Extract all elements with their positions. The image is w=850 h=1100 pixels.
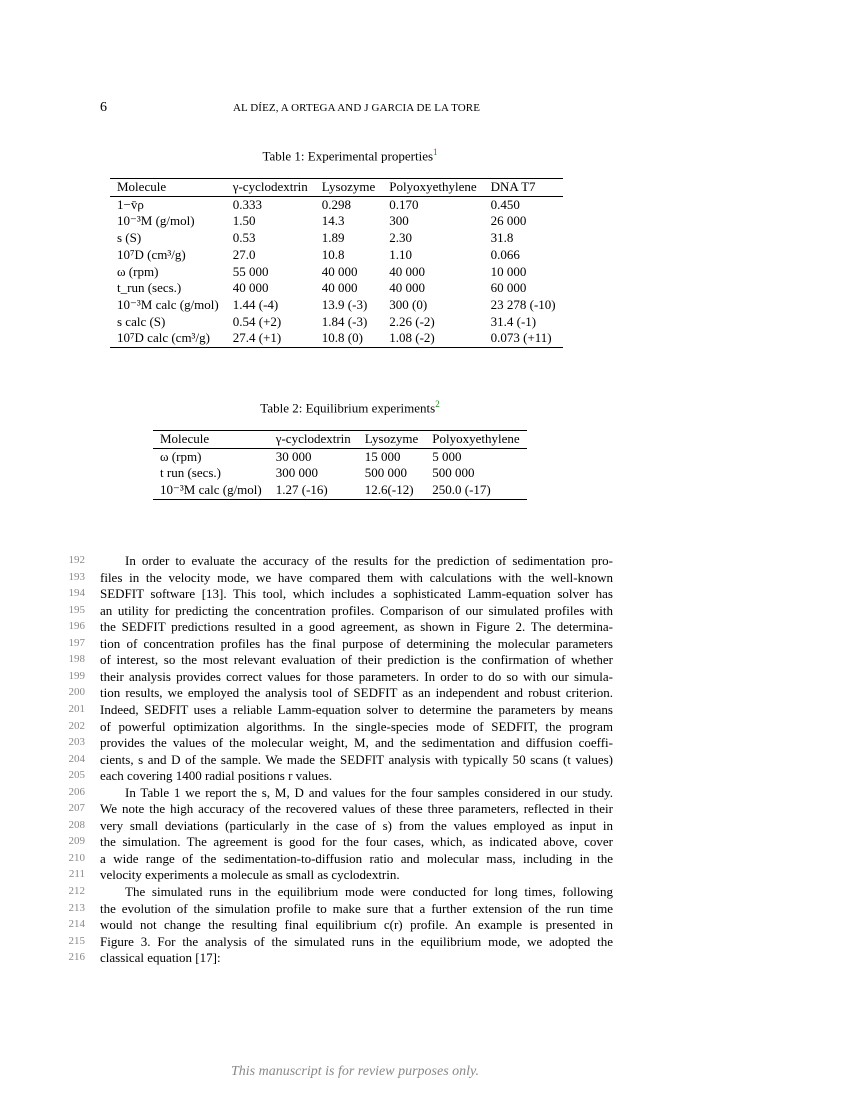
table-cell: 0.54 (+2) — [232, 313, 282, 329]
table-cell: 27.4 (+1) — [232, 330, 282, 346]
table-cell: 15 000 — [364, 448, 401, 464]
table-cell: 10.8 — [321, 246, 345, 262]
text-line: the simulation. The agreement is good for the four cases, which, as indicated above, cover — [100, 834, 613, 850]
line-number: 213 — [68, 901, 85, 914]
text-line: tion of concentration profiles has the final purpose of determining the molecular parameters — [100, 635, 613, 651]
table-cell: 31.8 — [490, 230, 514, 246]
table-cell: 31.4 (-1) — [490, 313, 537, 329]
column-header: Polyoxyethylene — [432, 431, 520, 446]
table-cell: 300 (0) — [389, 296, 428, 312]
table2-footnote-link[interactable]: 2 — [435, 399, 440, 409]
text-line: In order to evaluate the accuracy of the results for the prediction of sedimentation pro- — [125, 553, 613, 568]
text-line: would not change the resulting final equilibrium c(r) profile. An example is presented in — [100, 917, 613, 933]
table-cell: 0.333 — [232, 196, 262, 212]
column-header: γ-cyclodextrin — [232, 179, 308, 194]
row-label: s (S) — [117, 230, 142, 246]
text-line: In Table 1 we report the s, M, D and values for the four samples considered in our study. — [125, 784, 613, 800]
table-cell: 12.6(-12) — [364, 482, 414, 498]
table-row — [153, 465, 527, 482]
line-number: 215 — [68, 934, 85, 947]
table-row — [110, 196, 563, 213]
line-number: 210 — [68, 851, 85, 864]
table-cell: 1.50 — [232, 213, 256, 229]
text-line: provides the values of the molecular weight, M, and the sedimentation and diffusion coeffi- — [100, 735, 613, 751]
table-cell: 40 000 — [321, 280, 358, 296]
table-cell: 40 000 — [389, 263, 425, 279]
line-number: 193 — [68, 570, 85, 583]
table-cell: 1.84 (-3) — [321, 313, 368, 329]
line-number: 209 — [68, 835, 85, 848]
line-number: 207 — [68, 802, 85, 815]
line-number: 192 — [68, 554, 85, 566]
table-cell: 250.0 (-17) — [432, 482, 491, 498]
table-row — [110, 330, 563, 347]
table-cell: 0.170 — [389, 196, 419, 212]
line-number: 205 — [68, 769, 85, 782]
line-number: 194 — [68, 587, 85, 600]
row-label: 10⁻³M calc (g/mol) — [160, 482, 262, 498]
text-line: The simulated runs in the equilibrium mode were conducted for long times, following — [125, 884, 613, 899]
review-footer: This manuscript is for review purposes only. — [231, 1064, 479, 1079]
table-row — [110, 264, 563, 281]
table1-header-row — [110, 179, 563, 197]
line-number: 211 — [68, 868, 85, 881]
table-cell: 300 — [389, 213, 409, 229]
column-header: DNA T7 — [490, 179, 536, 194]
line-number: 199 — [68, 669, 85, 682]
column-header: Polyoxyethylene — [389, 179, 477, 194]
table-cell: 2.26 (-2) — [389, 313, 435, 329]
line-number: 214 — [68, 918, 85, 931]
text-line: velocity experiments a molecule as small as cyclodextrin. — [100, 867, 400, 883]
table-row — [110, 213, 563, 230]
table-equilibrium-experiments — [153, 430, 527, 500]
table-cell: 0.53 — [232, 230, 256, 246]
line-number: 197 — [68, 636, 85, 649]
table1-caption: Table 1: Experimental properties$^1$ — [262, 147, 438, 164]
row-label: ω (rpm) — [160, 448, 202, 464]
table-cell: 23 278 (-10) — [490, 296, 556, 312]
table-cell: 1.44 (-4) — [232, 296, 279, 312]
table-cell: 1.27 (-16) — [275, 482, 328, 498]
table-row — [110, 230, 563, 247]
text-line: SEDFIT software [13]. This tool, which includes a sophisticated Lamm-equation solver has — [100, 586, 613, 602]
column-header: γ-cyclodextrin — [275, 431, 351, 446]
table-row — [110, 280, 563, 297]
table-cell: 14.3 — [321, 213, 345, 229]
row-label: 10⁷D calc (cm³/g) — [117, 330, 210, 346]
table-cell: 1.08 (-2) — [389, 330, 435, 346]
table-cell: 60 000 — [490, 280, 527, 296]
row-label: t run (secs.) — [160, 465, 222, 481]
table-cell: 13.9 (-3) — [321, 296, 368, 312]
table-cell: 2.30 — [389, 230, 412, 246]
table-row — [110, 247, 563, 264]
text-line: Figure 3. For the analysis of the simulated runs in the equilibrium mode, we adopted the — [100, 933, 613, 949]
row-label: 10⁷D (cm³/g) — [117, 246, 186, 262]
table-row — [153, 448, 527, 465]
row-label: ω (rpm) — [117, 263, 159, 279]
table-cell: 40 000 — [389, 280, 425, 296]
column-header: Molecule — [117, 179, 167, 194]
table-cell: 30 000 — [275, 448, 312, 464]
text-line: tion results, we employed the analysis tool of SEDFIT as an independent and robust criterion. — [100, 685, 613, 701]
text-line: cients, s and D of the sample. We made the SEDFIT analysis with typically 50 scans (t values) — [100, 751, 613, 767]
row-label: 1−v̄ρ — [117, 196, 144, 212]
table-row — [110, 297, 563, 314]
text-line: very small deviations (particularly in the case of s) from the values employed as input in — [100, 817, 613, 833]
line-number: 196 — [68, 620, 85, 633]
text-line: files in the velocity mode, we have compared them with calculations with the well-known — [100, 569, 613, 585]
table-cell: 300 000 — [275, 465, 318, 481]
line-number: 203 — [68, 736, 85, 749]
text-line: We note the high accuracy of the recovered values of these three parameters, reflected in their — [100, 801, 613, 817]
line-number: 204 — [68, 752, 85, 765]
page-number: 6 — [100, 100, 107, 115]
row-label: t_run (secs.) — [117, 280, 182, 296]
table-cell: 55 000 — [232, 263, 269, 279]
table-cell: 40 000 — [321, 263, 358, 279]
line-number: 202 — [68, 719, 85, 732]
line-number: 201 — [68, 702, 85, 715]
row-label: 10⁻³M (g/mol) — [117, 213, 195, 229]
text-line: classical equation [17]: — [100, 950, 221, 966]
line-number: 212 — [68, 885, 85, 897]
table2-body — [153, 448, 527, 499]
table-cell: 500 000 — [432, 465, 475, 481]
table-cell: 1.10 — [389, 246, 412, 262]
text-line: of interest, so the most relevant evaluation of their prediction is the confirmation of whether — [100, 652, 613, 668]
column-header: Lysozyme — [321, 179, 376, 194]
table2-header-row — [153, 431, 527, 449]
table-experimental-properties — [110, 178, 563, 348]
table2-caption: Table 2: Equilibrium experiments$^2$ — [260, 399, 440, 416]
text-line: the SEDFIT predictions resulted in a good agreement, as shown in Figure 2. The determina- — [100, 619, 613, 635]
text-line: a wide range of the sedimentation-to-diffusion ratio and molecular mass, including in the — [100, 850, 613, 866]
table1-body — [110, 196, 563, 347]
table-cell: 500 000 — [364, 465, 408, 481]
table-row — [110, 314, 563, 331]
table-cell: 0.298 — [321, 196, 352, 212]
row-label: s calc (S) — [117, 313, 166, 329]
row-label: 10⁻³M calc (g/mol) — [117, 296, 219, 312]
text-line: Indeed, SEDFIT uses a reliable Lamm-equation solver to determine the parameters by means — [100, 701, 613, 717]
table-cell: 0.450 — [490, 196, 520, 212]
table1-footnote-link[interactable]: 1 — [433, 147, 438, 157]
table-cell: 0.073 (+11) — [490, 330, 552, 346]
table-cell: 10.8 (0) — [321, 330, 363, 346]
table-cell: 5 000 — [432, 448, 462, 464]
table-row — [153, 482, 527, 499]
text-line: of powerful optimization algorithms. In the single-species mode of SEDFIT, the program — [100, 718, 613, 734]
text-line: an utility for predicting the concentration profiles. Comparison of our simulated profiles with — [100, 602, 613, 618]
line-number: 195 — [68, 603, 85, 616]
table-cell: 10 000 — [490, 263, 527, 279]
table-cell: 27.0 — [232, 246, 256, 262]
table-cell: 26 000 — [490, 213, 527, 229]
column-header: Molecule — [160, 431, 210, 446]
table-cell: 40 000 — [232, 280, 269, 296]
text-line: each covering 1400 radial positions r values. — [100, 768, 333, 784]
line-number: 198 — [68, 653, 85, 666]
table-cell: 0.066 — [490, 246, 520, 262]
line-number: 216 — [68, 951, 85, 964]
line-number: 208 — [68, 818, 85, 831]
running-title: AL DÍEZ, A ORTEGA AND J GARCIA DE LA TORE — [232, 102, 481, 114]
table-cell: 1.89 — [321, 230, 345, 246]
line-number: 200 — [68, 686, 85, 699]
text-line: the evolution of the simulation profile to make sure that a further extension of the run time — [100, 900, 613, 916]
column-header: Lysozyme — [364, 431, 419, 446]
text-line: their analysis provides correct values for those parameters. In order to do so with our simula- — [100, 668, 613, 684]
line-number: 206 — [68, 785, 85, 798]
